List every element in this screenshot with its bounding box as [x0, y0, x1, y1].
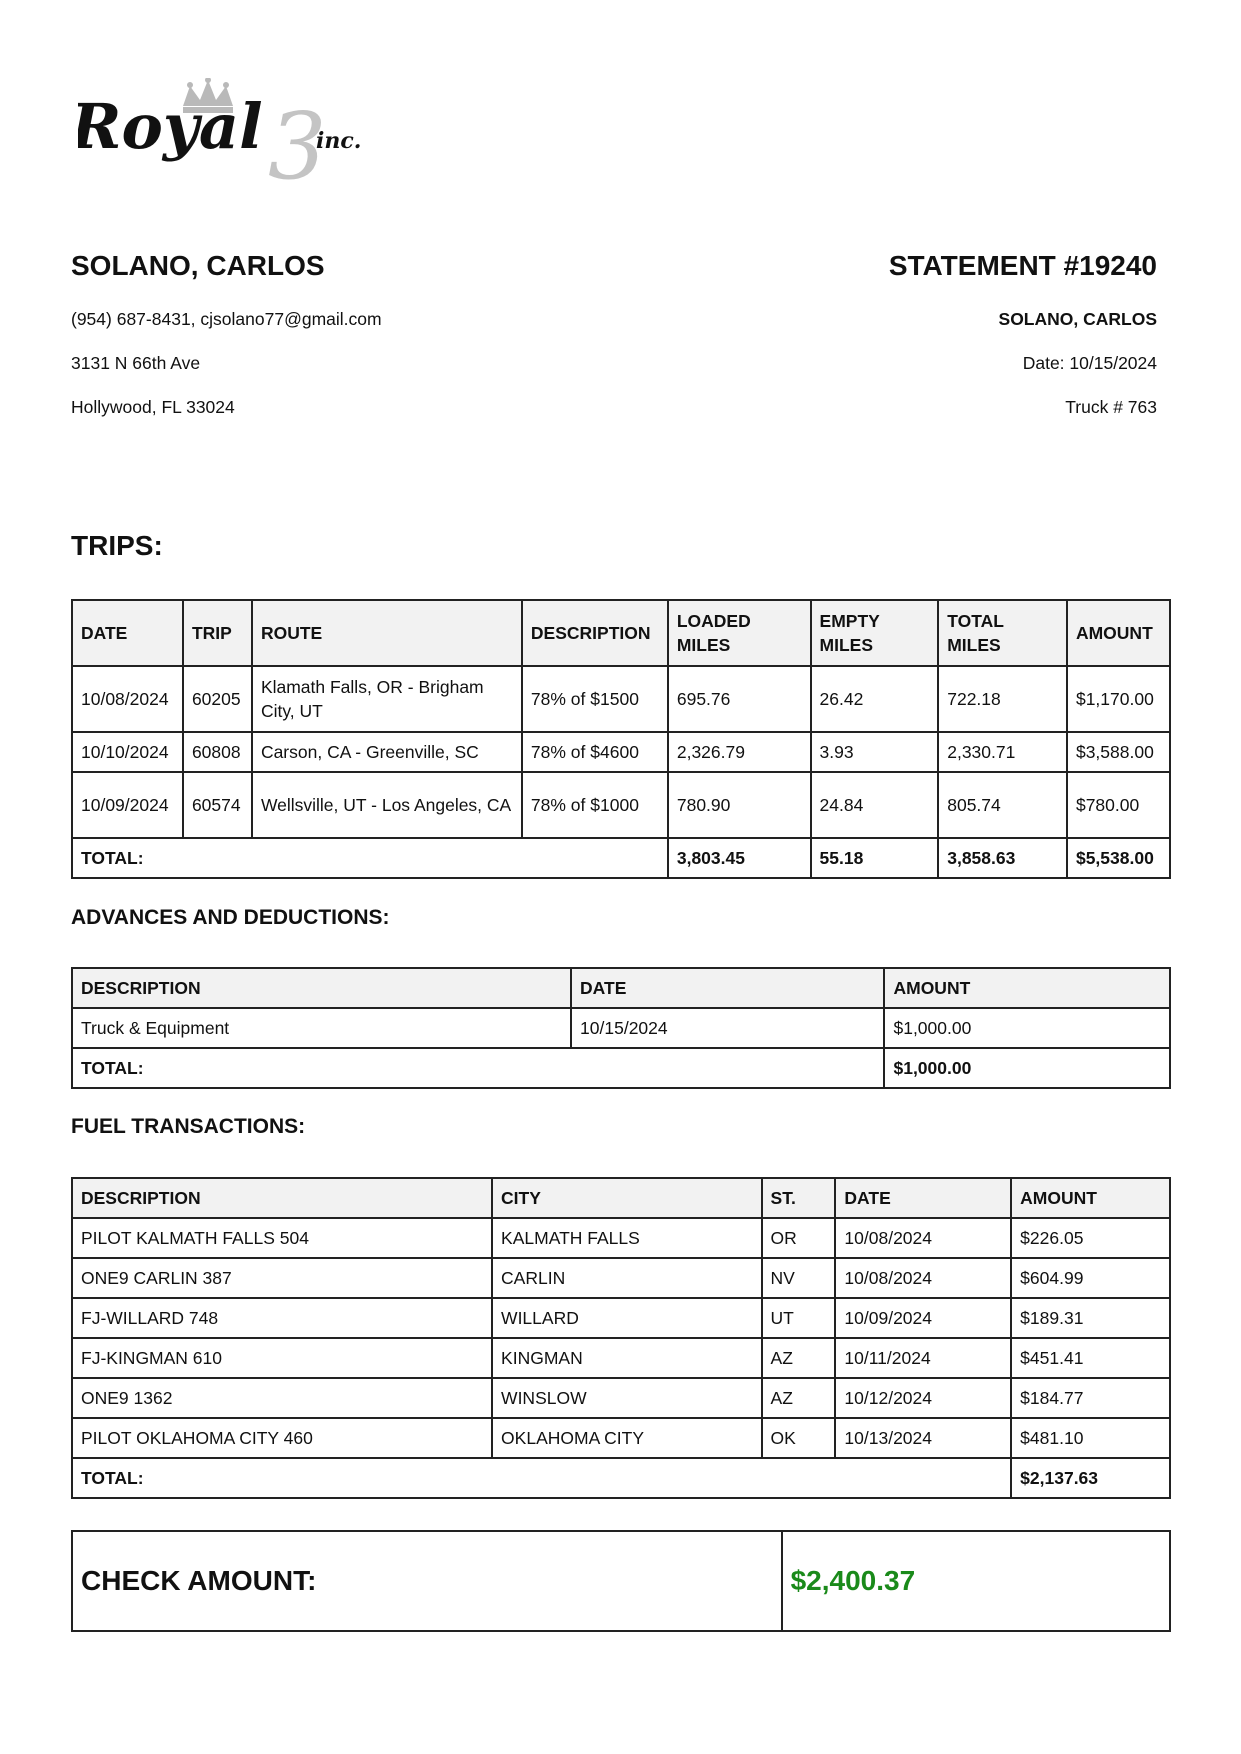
total-empty-miles: 55.18	[811, 838, 939, 878]
advance-date: 10/15/2024	[571, 1008, 884, 1048]
advances-total-row	[72, 1048, 1170, 1088]
advances-header-row	[72, 968, 1170, 1008]
fuel-state: AZ	[762, 1378, 836, 1418]
table-row	[72, 1338, 1170, 1378]
total-amount: $5,538.00	[1067, 838, 1170, 878]
trip-amount: $1,170.00	[1067, 666, 1170, 732]
table-row	[72, 1258, 1170, 1298]
logo-brand: Royal	[78, 90, 263, 163]
col-amount: AMOUNT	[1011, 1178, 1170, 1218]
statement-title: STATEMENT #19240	[888, 250, 1157, 281]
trip-number: 60205	[183, 666, 252, 732]
fuel-city: OKLAHOMA CITY	[492, 1418, 761, 1458]
check-amount-value: $2,400.37	[782, 1531, 1170, 1631]
royal3-logo-graphic	[78, 78, 388, 188]
trips-table	[71, 599, 1171, 879]
fuel-title: FUEL TRANSACTIONS:	[71, 1115, 306, 1138]
fuel-header-row	[72, 1178, 1170, 1218]
fuel-amount: $451.41	[1011, 1338, 1170, 1378]
fuel-state: OR	[762, 1218, 836, 1258]
trip-date: 10/10/2024	[72, 732, 183, 772]
driver-name: SOLANO, CARLOS	[71, 250, 325, 281]
fuel-date: 10/12/2024	[835, 1378, 1011, 1418]
trip-total-miles: 2,330.71	[938, 732, 1067, 772]
fuel-city: CARLIN	[492, 1258, 761, 1298]
fuel-description: FJ-KINGMAN 610	[72, 1338, 492, 1378]
advance-description: Truck & Equipment	[72, 1008, 571, 1048]
col-total-miles: TOTAL MILES	[938, 600, 1067, 666]
fuel-description: FJ-WILLARD 748	[72, 1298, 492, 1338]
logo-numeral: 3	[268, 93, 327, 188]
col-loaded-miles: LOADED MILES	[668, 600, 811, 666]
fuel-date: 10/13/2024	[835, 1418, 1011, 1458]
trips-total-row	[72, 838, 1170, 878]
table-row	[72, 1418, 1170, 1458]
total-label: TOTAL:	[72, 838, 668, 878]
trips-title: TRIPS:	[71, 530, 163, 561]
total-amount: $1,000.00	[884, 1048, 1170, 1088]
fuel-description: ONE9 1362	[72, 1378, 492, 1418]
fuel-description: ONE9 CARLIN 387	[72, 1258, 492, 1298]
trips-header-row	[72, 600, 1170, 666]
fuel-date: 10/09/2024	[835, 1298, 1011, 1338]
company-logo	[78, 78, 388, 188]
col-city: CITY	[492, 1178, 761, 1218]
fuel-city: KALMATH FALLS	[492, 1218, 761, 1258]
col-description: DESCRIPTION	[522, 600, 668, 666]
col-description: DESCRIPTION	[72, 1178, 492, 1218]
trip-empty-miles: 24.84	[811, 772, 939, 838]
statement-name: SOLANO, CARLOS	[998, 309, 1157, 329]
trip-date: 10/08/2024	[72, 666, 183, 732]
total-miles: 3,858.63	[938, 838, 1067, 878]
table-row	[72, 1298, 1170, 1338]
trip-description: 78% of $4600	[522, 732, 668, 772]
statement-date: Date: 10/15/2024	[1022, 353, 1157, 373]
trip-loaded-miles: 695.76	[668, 666, 811, 732]
trip-loaded-miles: 2,326.79	[668, 732, 811, 772]
trip-route: Klamath Falls, OR - Brigham City, UT	[252, 666, 522, 732]
total-loaded-miles: 3,803.45	[668, 838, 811, 878]
total-label: TOTAL:	[72, 1048, 884, 1088]
trip-route: Carson, CA - Greenville, SC	[252, 732, 522, 772]
fuel-state: UT	[762, 1298, 836, 1338]
fuel-amount: $481.10	[1011, 1418, 1170, 1458]
advances-table	[71, 967, 1171, 1089]
col-route: ROUTE	[252, 600, 522, 666]
statement-info	[888, 246, 1157, 417]
statement-truck: Truck # 763	[1065, 397, 1157, 417]
driver-address-line1: 3131 N 66th Ave	[71, 353, 201, 373]
driver-address-line2: Hollywood, FL 33024	[71, 397, 235, 417]
fuel-description: PILOT OKLAHOMA CITY 460	[72, 1418, 492, 1458]
trip-description: 78% of $1500	[522, 666, 668, 732]
advances-title: ADVANCES AND DEDUCTIONS:	[71, 906, 390, 929]
trip-empty-miles: 26.42	[811, 666, 939, 732]
fuel-state: OK	[762, 1418, 836, 1458]
fuel-amount: $189.31	[1011, 1298, 1170, 1338]
check-amount-row	[72, 1531, 1170, 1631]
col-trip: TRIP	[183, 600, 252, 666]
logo-suffix: inc.	[316, 128, 362, 154]
fuel-amount: $604.99	[1011, 1258, 1170, 1298]
fuel-table	[71, 1177, 1171, 1499]
fuel-total-row	[72, 1458, 1170, 1498]
col-state: ST.	[762, 1178, 836, 1218]
table-row	[72, 1378, 1170, 1418]
advance-amount: $1,000.00	[884, 1008, 1170, 1048]
fuel-state: AZ	[762, 1338, 836, 1378]
total-label: TOTAL:	[72, 1458, 1011, 1498]
trip-number: 60808	[183, 732, 252, 772]
driver-info	[71, 246, 382, 417]
fuel-date: 10/11/2024	[835, 1338, 1011, 1378]
fuel-amount: $184.77	[1011, 1378, 1170, 1418]
trip-amount: $780.00	[1067, 772, 1170, 838]
col-date: DATE	[571, 968, 884, 1008]
col-date: DATE	[72, 600, 183, 666]
fuel-description: PILOT KALMATH FALLS 504	[72, 1218, 492, 1258]
fuel-date: 10/08/2024	[835, 1218, 1011, 1258]
col-amount: AMOUNT	[1067, 600, 1170, 666]
trip-empty-miles: 3.93	[811, 732, 939, 772]
trip-loaded-miles: 780.90	[668, 772, 811, 838]
table-row	[72, 666, 1170, 732]
check-amount-box	[71, 1530, 1171, 1632]
table-row	[72, 1008, 1170, 1048]
fuel-state: NV	[762, 1258, 836, 1298]
table-row	[72, 772, 1170, 838]
fuel-amount: $226.05	[1011, 1218, 1170, 1258]
col-description: DESCRIPTION	[72, 968, 571, 1008]
fuel-city: WINSLOW	[492, 1378, 761, 1418]
driver-contact: (954) 687-8431, cjsolano77@gmail.com	[71, 309, 382, 329]
col-amount: AMOUNT	[884, 968, 1170, 1008]
table-row	[72, 732, 1170, 772]
col-empty-miles: EMPTY MILES	[811, 600, 939, 666]
trip-description: 78% of $1000	[522, 772, 668, 838]
col-date: DATE	[835, 1178, 1011, 1218]
fuel-date: 10/08/2024	[835, 1258, 1011, 1298]
trip-number: 60574	[183, 772, 252, 838]
check-amount-label: CHECK AMOUNT:	[72, 1531, 782, 1631]
trip-amount: $3,588.00	[1067, 732, 1170, 772]
trip-total-miles: 722.18	[938, 666, 1067, 732]
fuel-city: WILLARD	[492, 1298, 761, 1338]
fuel-city: KINGMAN	[492, 1338, 761, 1378]
total-amount: $2,137.63	[1011, 1458, 1170, 1498]
trip-total-miles: 805.74	[938, 772, 1067, 838]
trip-route: Wellsville, UT - Los Angeles, CA	[252, 772, 522, 838]
table-row	[72, 1218, 1170, 1258]
trip-date: 10/09/2024	[72, 772, 183, 838]
